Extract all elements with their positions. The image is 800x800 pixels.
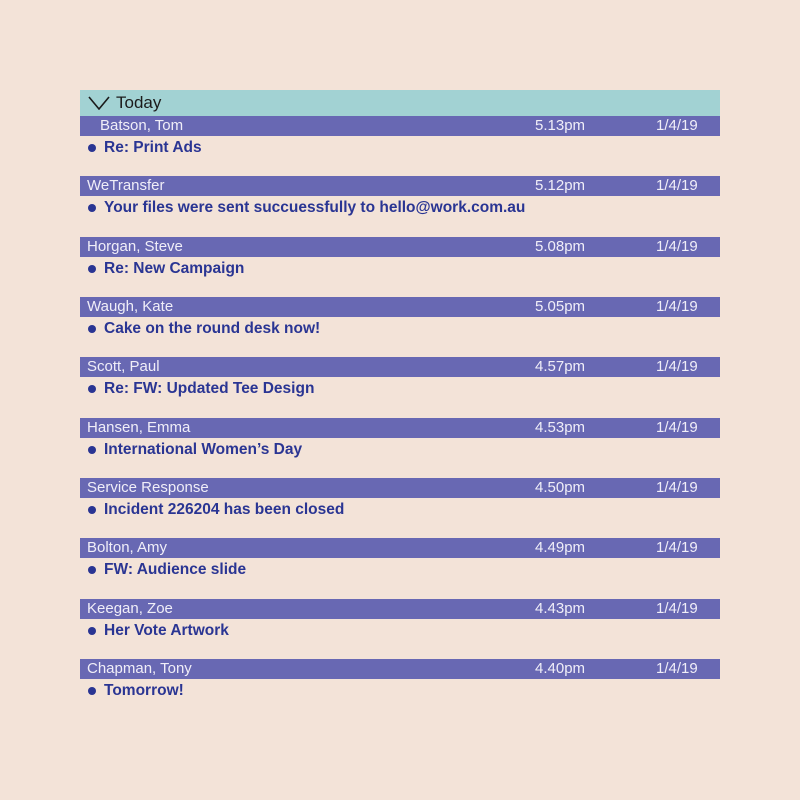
chevron-down-icon[interactable] — [88, 96, 110, 110]
email-subject-row[interactable] — [88, 197, 525, 219]
email-header-bar[interactable] — [80, 116, 720, 136]
unread-dot-icon — [88, 627, 96, 635]
email-subject-row[interactable] — [88, 559, 246, 581]
email-time: 5.08pm — [535, 237, 586, 255]
email-sender: Scott, Paul — [87, 358, 160, 376]
email-header-bar[interactable] — [80, 297, 720, 317]
email-date: 1/4/19 — [656, 358, 698, 376]
unread-dot-icon — [88, 144, 96, 152]
unread-dot-icon — [88, 506, 96, 514]
email-sender: Service Response — [87, 479, 209, 497]
email-sender: Bolton, Amy — [87, 539, 168, 557]
email-time: 4.40pm — [535, 660, 586, 678]
email-sender: WeTransfer — [87, 177, 165, 195]
email-time: 5.12pm — [535, 177, 586, 195]
email-subject-row[interactable] — [88, 439, 302, 461]
email-header-bar[interactable] — [80, 237, 720, 257]
email-subject: Her Vote Artwork — [104, 621, 229, 639]
email-date: 1/4/19 — [656, 418, 698, 436]
email-sender: Hansen, Emma — [87, 418, 191, 436]
email-header-bar[interactable] — [80, 538, 720, 558]
unread-dot-icon — [88, 566, 96, 574]
email-subject: Re: New Campaign — [104, 259, 245, 277]
email-subject-row[interactable] — [88, 258, 244, 280]
email-date: 1/4/19 — [656, 660, 698, 678]
email-sender: Keegan, Zoe — [87, 599, 173, 617]
email-subject: International Women’s Day — [104, 440, 303, 458]
unread-dot-icon — [88, 204, 96, 212]
unread-dot-icon — [88, 385, 96, 393]
email-header-bar[interactable] — [80, 659, 720, 679]
email-sender: Chapman, Tony — [87, 660, 192, 678]
unread-dot-icon — [88, 446, 96, 454]
email-time: 5.05pm — [535, 298, 586, 316]
email-subject: Incident 226204 has been closed — [104, 501, 345, 519]
group-header-today[interactable] — [80, 90, 720, 116]
email-subject-row[interactable] — [88, 318, 320, 340]
email-sender: Horgan, Steve — [87, 237, 183, 255]
email-date: 1/4/19 — [656, 177, 698, 195]
email-subject: Cake on the round desk now! — [104, 320, 321, 338]
email-date: 1/4/19 — [656, 298, 698, 316]
unread-dot-icon — [88, 265, 96, 273]
email-list — [80, 90, 720, 700]
email-date: 1/4/19 — [656, 479, 698, 497]
email-subject-row[interactable] — [88, 680, 184, 702]
email-date: 1/4/19 — [656, 539, 698, 557]
email-sender: Batson, Tom — [100, 117, 184, 134]
email-time: 4.49pm — [535, 539, 586, 557]
email-time: 4.57pm — [535, 358, 586, 376]
email-date: 1/4/19 — [656, 237, 698, 255]
group-label: Today — [116, 93, 162, 112]
email-subject: FW: Audience slide — [104, 561, 247, 579]
email-subject-row[interactable] — [88, 620, 229, 642]
email-subject: Your files were sent succuessfully to hello@work.com.au — [104, 199, 526, 217]
email-subject: Re: Print Ads — [104, 139, 202, 156]
email-header-bar[interactable] — [80, 418, 720, 438]
email-time: 5.13pm — [535, 117, 586, 134]
email-header-bar[interactable] — [80, 176, 720, 196]
email-subject-row[interactable] — [88, 378, 314, 400]
email-subject: Tomorrow! — [104, 682, 184, 700]
email-time: 4.53pm — [535, 418, 586, 436]
unread-dot-icon — [88, 687, 96, 695]
email-subject: Re: FW: Updated Tee Design — [104, 380, 315, 398]
email-time: 4.50pm — [535, 479, 586, 497]
email-header-bar[interactable] — [80, 357, 720, 377]
email-time: 4.43pm — [535, 599, 586, 617]
email-subject-row[interactable] — [88, 499, 344, 521]
email-date: 1/4/19 — [656, 117, 698, 134]
email-subject-row[interactable] — [88, 137, 202, 159]
email-sender: Waugh, Kate — [87, 298, 174, 316]
email-date: 1/4/19 — [656, 599, 698, 617]
unread-dot-icon — [88, 325, 96, 333]
email-header-bar[interactable] — [80, 478, 720, 498]
email-header-bar[interactable] — [80, 599, 720, 619]
